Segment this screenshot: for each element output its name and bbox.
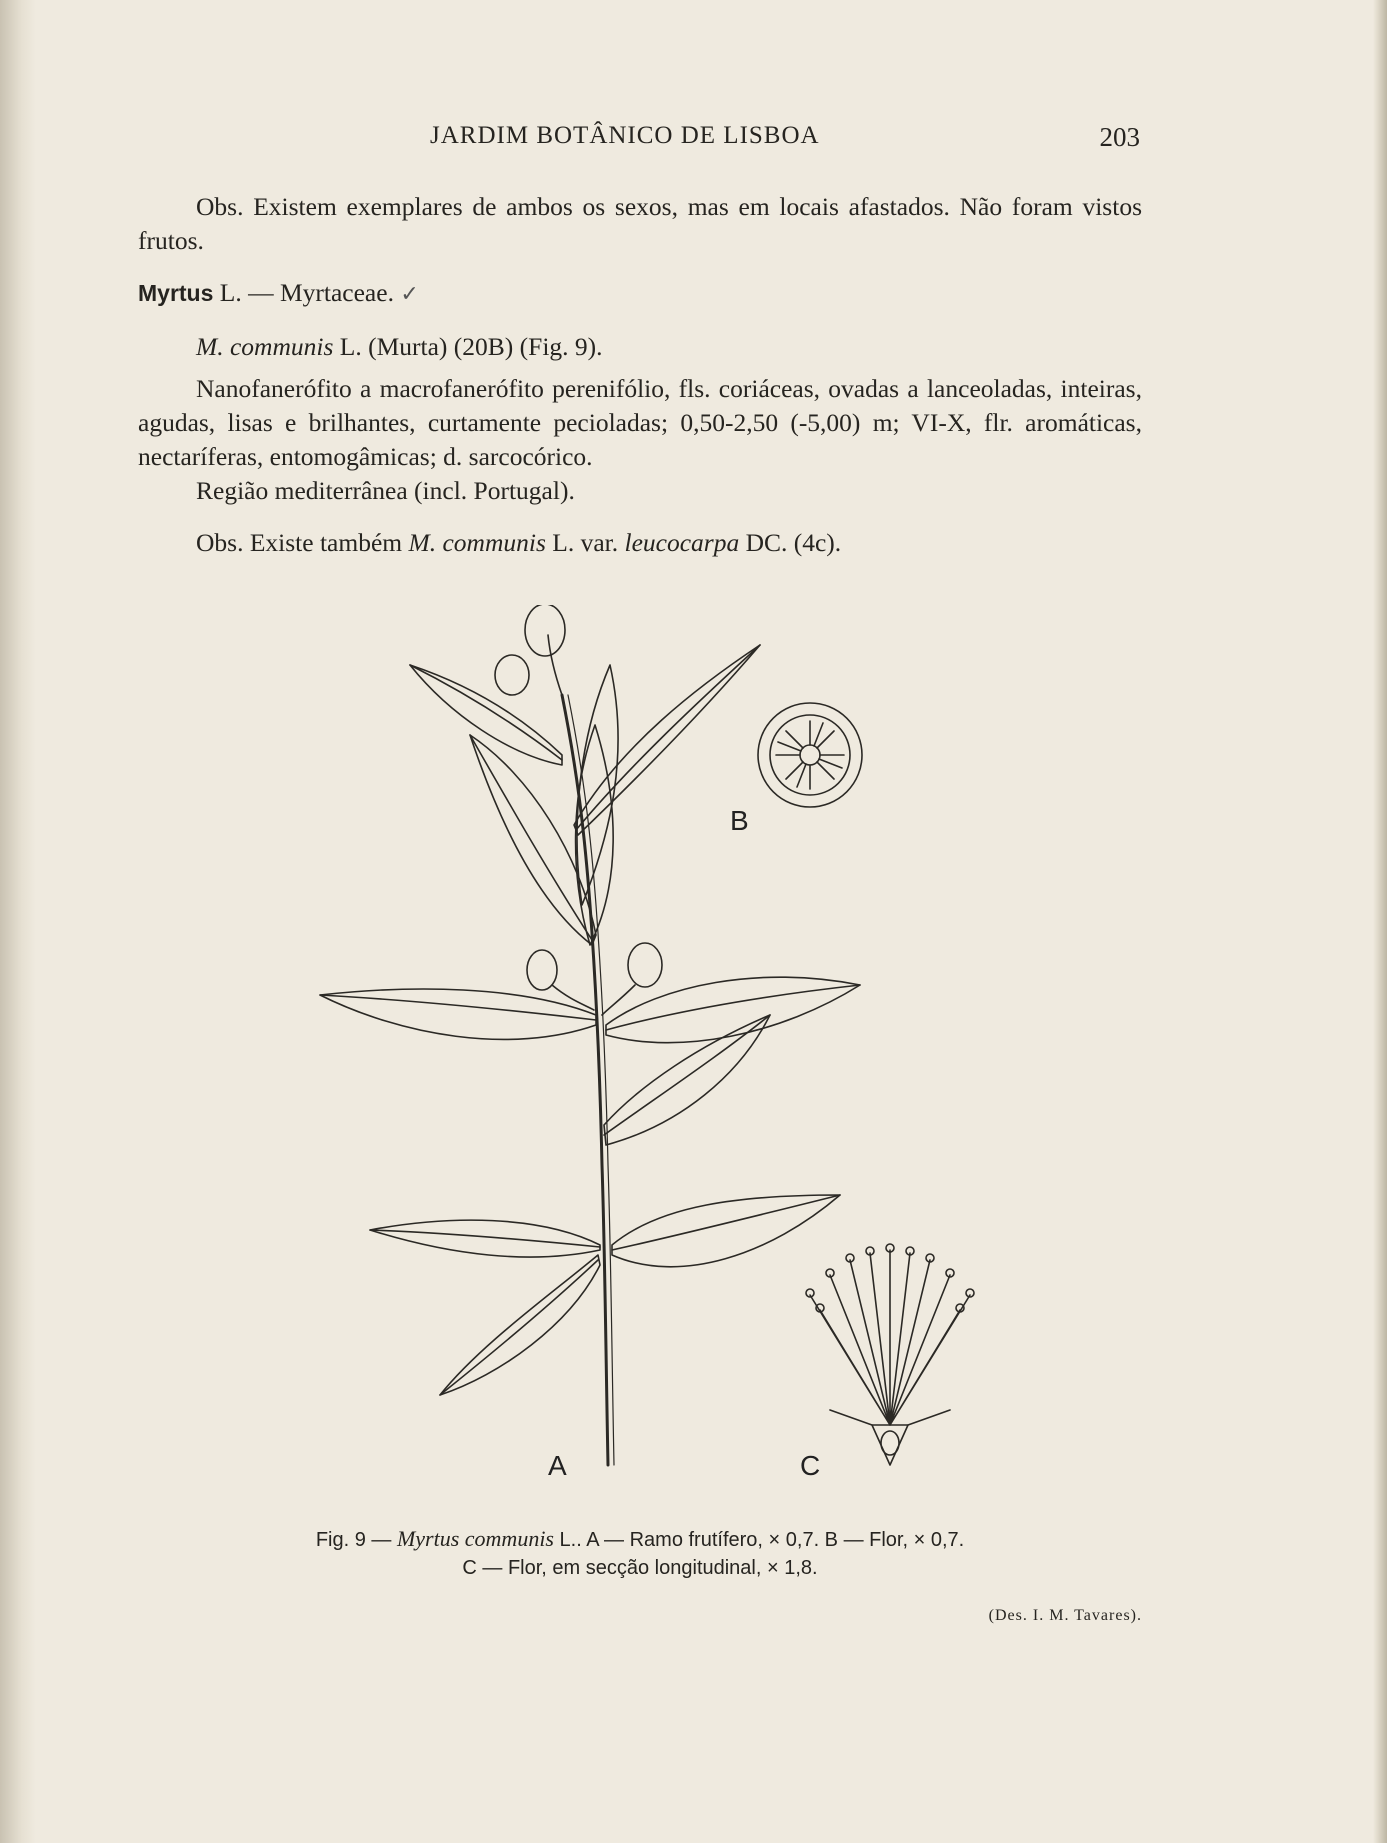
obs2-species: M. communis [408, 528, 546, 557]
figure-label-a: A [548, 1450, 567, 1481]
main-stem [562, 695, 608, 1465]
botanical-illustration [300, 605, 1100, 1505]
myrtus-drawing [300, 605, 1100, 1505]
caption-species: Myrtus communis [396, 1526, 554, 1551]
caption-line-1 [140, 1525, 1140, 1554]
flower-b [758, 703, 862, 807]
running-title: JARDIM BOTÂNICO DE LISBOA [430, 122, 820, 149]
caption-prefix: Fig. 9 — [315, 1529, 397, 1551]
species-entry [138, 330, 1142, 364]
caption-line-2: C — Flor, em secção longitudinal, × 1,8. [462, 1557, 818, 1579]
leaf-lower-left [370, 1220, 600, 1257]
figure-label-c: C [800, 1450, 821, 1481]
obs2-variety: leucocarpa [624, 528, 740, 557]
leaf-mid-left [320, 989, 596, 1039]
species-description: Nanofanerófito a macrofanerófito perenifólio, fls. coriáceas, ovadas a lanceoladas, inteiras, agudas, lisas e brilhantes, curtamente pecioladas; 0,50-2,50 (-5,00) m; VI-X, flr. aromáticas, nectaríferas, entomogâmicas; d. sarcocórico. [138, 374, 1142, 471]
obs2-end: DC. (4c). [739, 528, 842, 557]
leaf-lower-right [612, 1195, 840, 1267]
body-text [138, 190, 1142, 560]
leaf-top-left [410, 665, 562, 765]
genus-family: L. — Myrtaceae. [213, 278, 394, 307]
figure-label-b: B [730, 805, 749, 836]
berry-mid-left [527, 950, 557, 990]
flower-c [806, 1244, 974, 1465]
figure-caption [140, 1525, 1140, 1582]
caption-line-1-rest: L.. A — Ramo frutífero, × 0,7. B — Flor, × 0,7. [554, 1529, 965, 1551]
obs2-start: Obs. Existe também [196, 528, 409, 557]
page-header [140, 122, 1140, 158]
species-region: Região mediterrânea (incl. Portugal). [196, 476, 575, 505]
species-common-name: L. (Murta) (20B) (Fig. 9). [333, 332, 603, 361]
page-gutter-shadow [0, 0, 36, 1843]
leaf-lower-left-2 [440, 1255, 600, 1395]
observation-paragraph-1: Obs. Existem exemplares de ambos os sexos, mas em locais afastados. Não foram vistos frutos. [138, 192, 1142, 255]
berry-top [525, 605, 565, 656]
berry-mid-right [628, 943, 662, 987]
berry-top-2 [495, 655, 529, 695]
leaf-upper-right [576, 725, 614, 945]
illustrator-credit: (Des. I. M. Tavares). [988, 1607, 1142, 1624]
genus-entry [138, 276, 1142, 312]
page-number: 203 [1099, 122, 1140, 152]
species-name: M. communis [196, 332, 334, 361]
obs2-mid: L. var. [545, 528, 625, 557]
observation-paragraph-2 [138, 526, 1142, 560]
page-right-edge [1373, 0, 1387, 1843]
genus-name: Myrtus [138, 280, 214, 306]
handwritten-check-mark: ✓ [400, 282, 419, 307]
